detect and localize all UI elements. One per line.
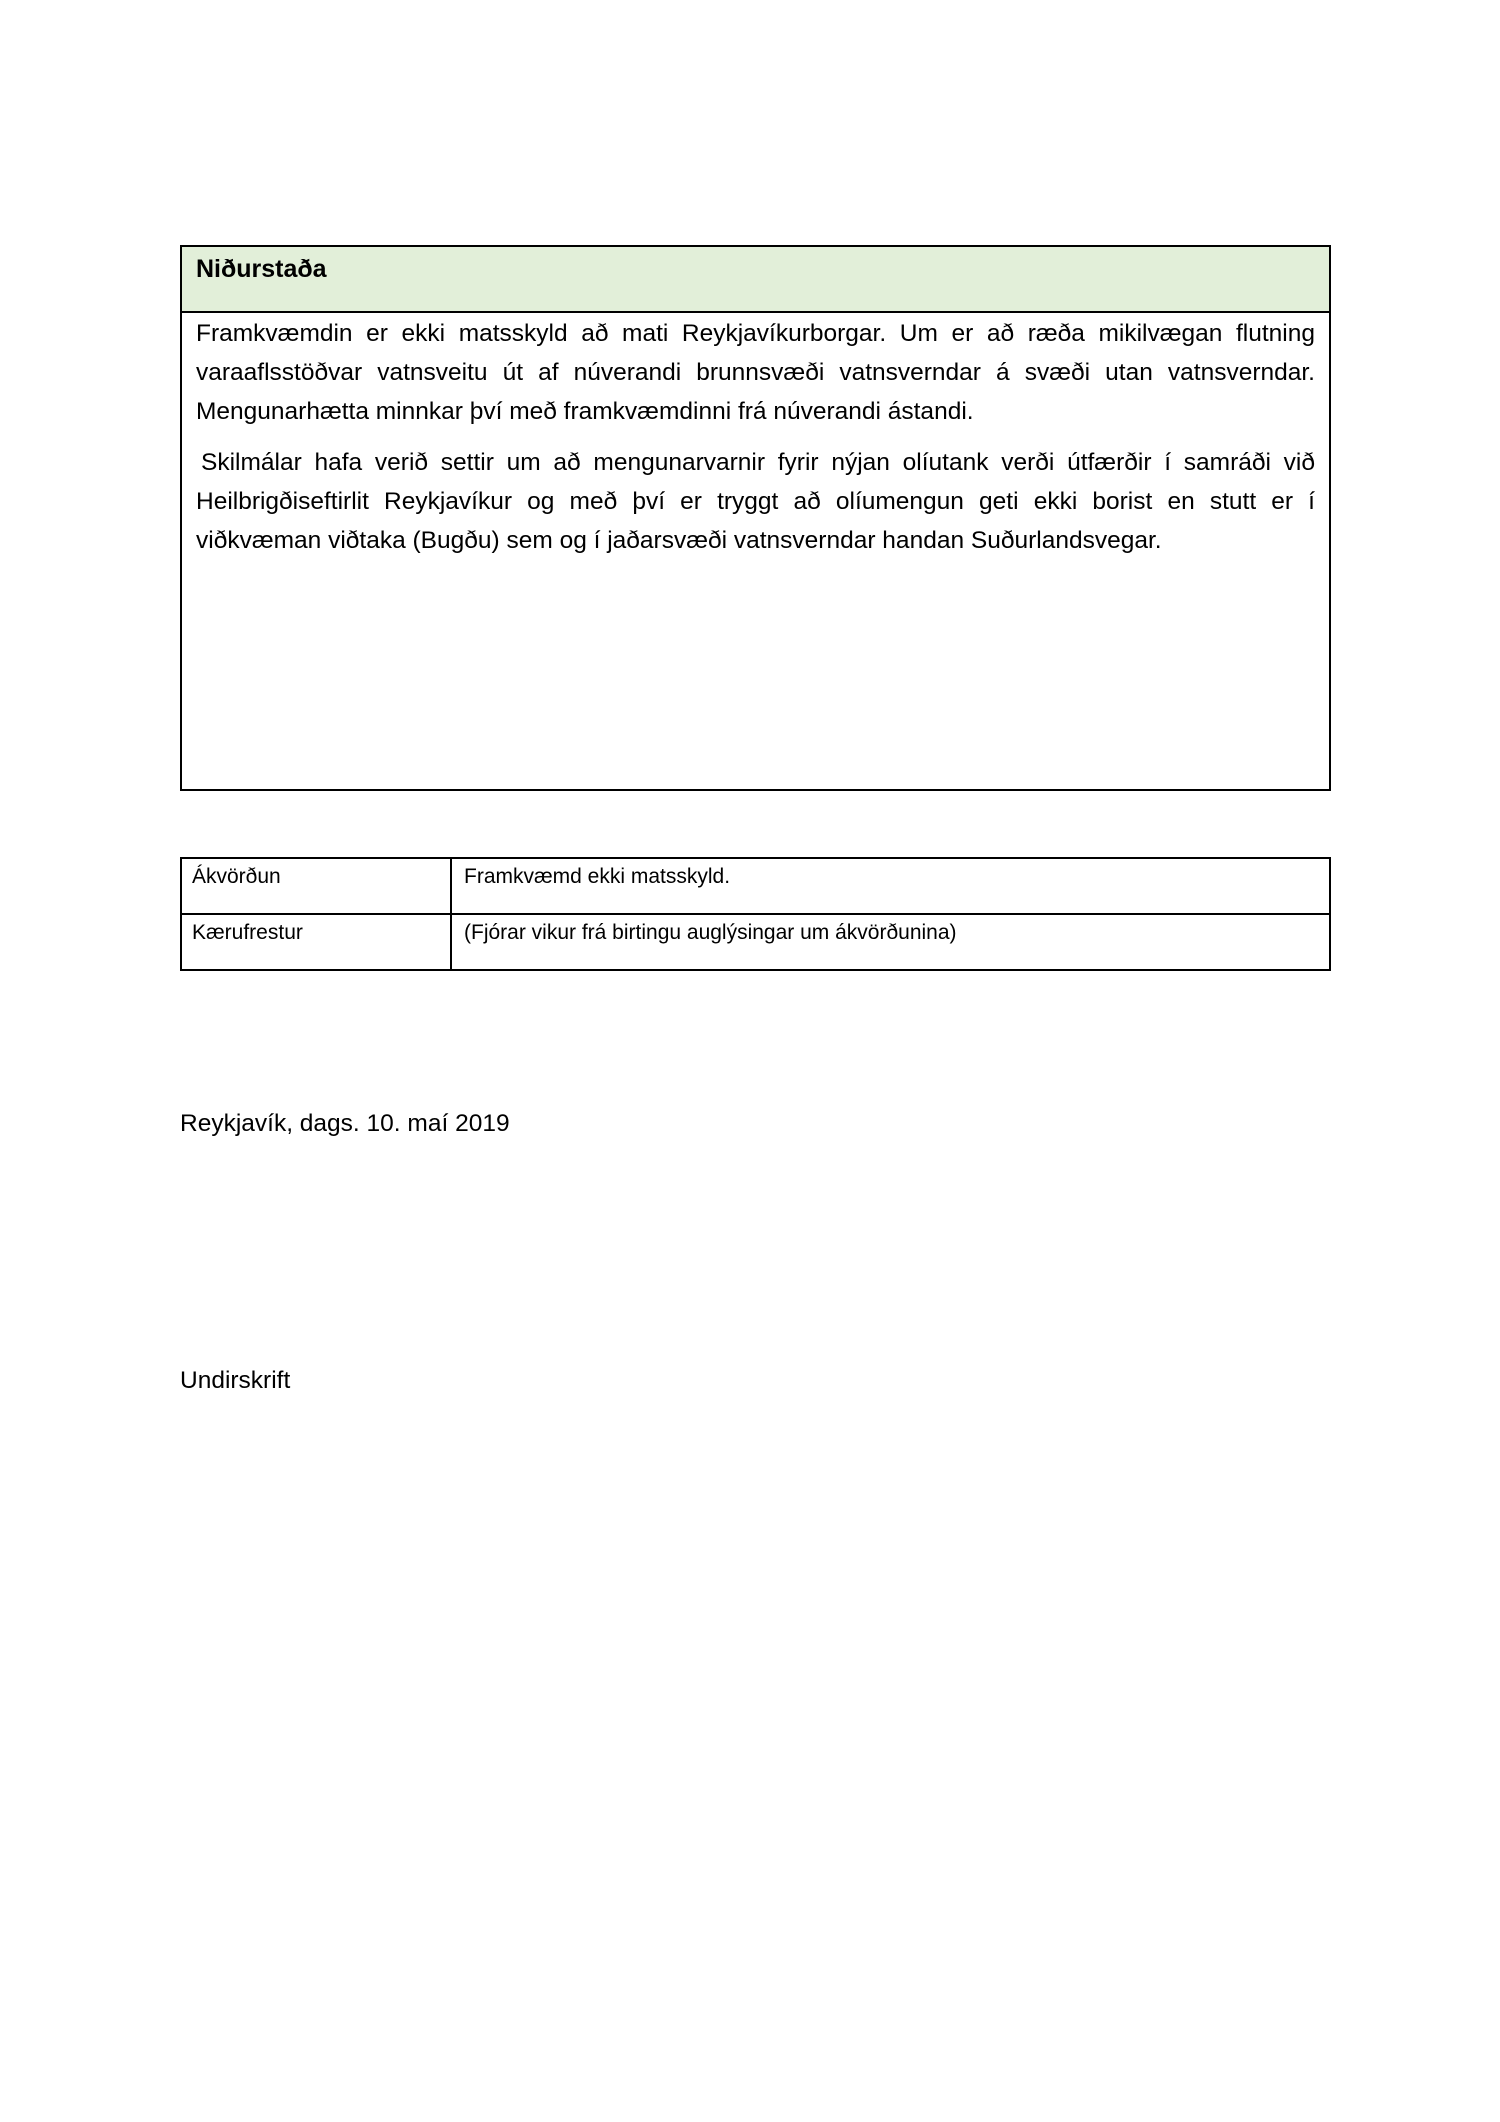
table-row bbox=[181, 858, 1330, 914]
decision-label: Ákvörðun bbox=[181, 858, 451, 914]
signature-label: Undirskrift bbox=[180, 1367, 291, 1394]
table-row bbox=[181, 914, 1330, 970]
place-date: Reykjavík, dags. 10. maí 2019 bbox=[180, 1110, 510, 1137]
appeal-deadline-value: (Fjórar vikur frá birtingu auglýsingar um ákvörðunina) bbox=[451, 914, 1330, 970]
conclusion-body bbox=[182, 314, 1329, 560]
appeal-deadline-label: Kærufrestur bbox=[181, 914, 451, 970]
decision-table bbox=[180, 857, 1331, 971]
conclusion-paragraph: Skilmálar hafa verið settir um að mengunarvarnir fyrir nýjan olíutank verði útfærðir í samráði við Heilbrigðiseftirlit Reykjavíkur og með því er tryggt að olíumengun geti ekki borist en stutt er í viðkvæman viðtaka (Bugðu) sem og í jaðarsvæði vatnsverndar handan Suðurlandsvegar. bbox=[196, 449, 1315, 554]
conclusion-box bbox=[180, 245, 1331, 791]
decision-value: Framkvæmd ekki matsskyld. bbox=[451, 858, 1330, 914]
conclusion-heading: Niðurstaða bbox=[182, 247, 1329, 313]
conclusion-paragraph: Framkvæmdin er ekki matsskyld að mati Reykjavíkurborgar. Um er að ræða mikilvægan flutning varaaflsstöðvar vatnsveitu út af núverandi brunnsvæði vatnsverndar á svæði utan vatnsverndar. Mengunarhætta minnkar því með framkvæmdinni frá núverandi ástandi. bbox=[196, 320, 1315, 425]
